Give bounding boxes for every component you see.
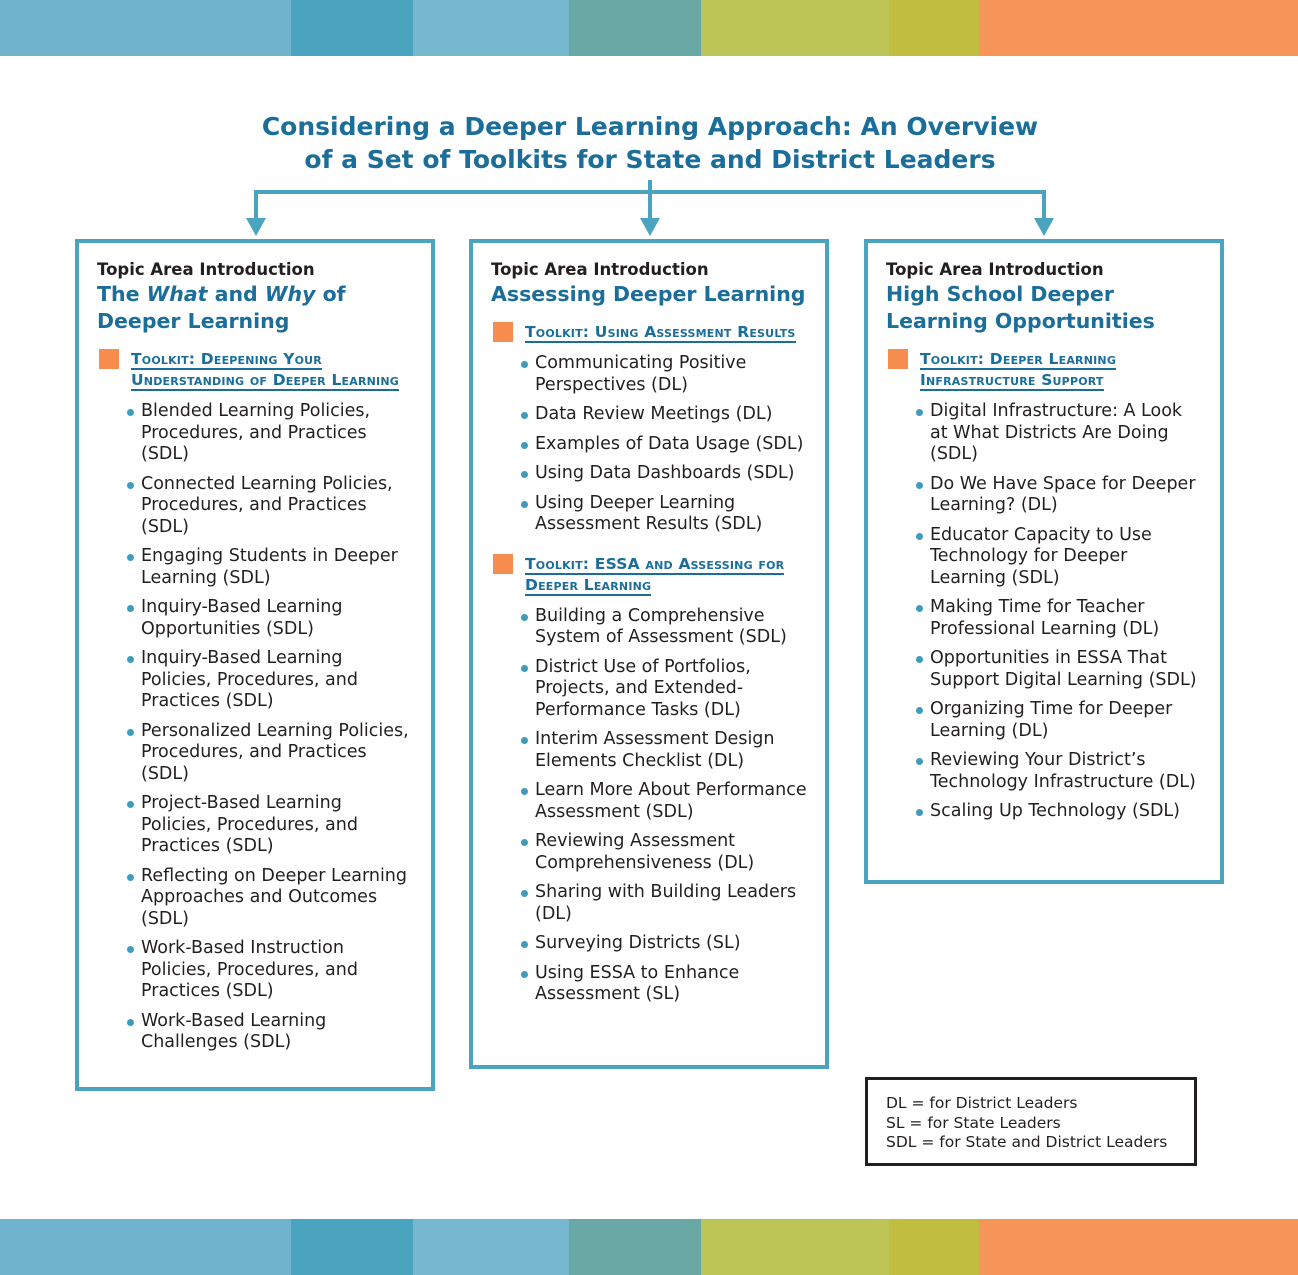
list-item: Surveying Districts (SL): [519, 933, 809, 955]
topic-heading: High School Deeper Learning Opportunities: [886, 282, 1155, 333]
list-item: District Use of Portfolios, Projects, and Extended-Performance Tasks (DL): [519, 657, 809, 722]
legend-entry: SL = for State Leaders: [886, 1113, 1061, 1132]
legend-entry: SDL = for State and District Leaders: [886, 1133, 1168, 1151]
bullet-icon: [521, 971, 528, 978]
toolkit-marker-icon: [99, 349, 119, 369]
bullet-icon: [916, 605, 923, 612]
list-item: Blended Learning Policies, Procedures, and Practices (SDL): [125, 401, 415, 466]
toolkit-marker-icon: [493, 322, 513, 342]
list-item: Organizing Time for Deeper Learning (DL): [914, 699, 1204, 742]
bullet-icon: [127, 554, 134, 561]
list-item: Communicating Positive Perspectives (DL): [519, 353, 809, 396]
list-item: Digital Infrastructure: A Look at What Districts Are Doing (SDL): [914, 401, 1204, 466]
bullet-icon: [521, 890, 528, 897]
toolkit-title-line-2: Deeper Learning: [525, 575, 652, 594]
bullet-icon: [521, 471, 528, 478]
list-item: Opportunities in ESSA That Support Digital Learning (SDL): [914, 648, 1204, 691]
topic-box-assessing: [469, 239, 829, 1069]
list-item: Interim Assessment Design Elements Checklist (DL): [519, 729, 809, 772]
arrow-head-center: [640, 218, 660, 236]
bullet-icon: [127, 656, 134, 663]
toolkit-deepening-understanding: [97, 349, 415, 391]
topic-area-label: Topic Area Introduction: [886, 260, 1104, 279]
list-item: Making Time for Teacher Professional Learning (DL): [914, 597, 1204, 640]
arrow-head-left: [246, 218, 266, 236]
toolkit-title-line-1: Toolkit: Using Assessment Results: [525, 323, 796, 341]
legend-entry: DL = for District Leaders: [886, 1094, 1078, 1112]
toolkit-item-list: [519, 606, 809, 1006]
list-item: Scaling Up Technology (SDL): [914, 801, 1204, 823]
bullet-icon: [916, 707, 923, 714]
list-item: Do We Have Space for Deeper Learning? (DL): [914, 474, 1204, 517]
toolkit-item-list: [519, 353, 809, 536]
list-item: Reviewing Your District’s Technology Infrastructure (DL): [914, 750, 1204, 793]
bullet-icon: [521, 412, 528, 419]
list-item: Sharing with Building Leaders (DL): [519, 882, 809, 925]
bullet-icon: [916, 482, 923, 489]
list-item: Reflecting on Deeper Learning Approaches and Outcomes (SDL): [125, 866, 415, 931]
bullet-icon: [916, 409, 923, 416]
toolkit-title-line-1: Toolkit: Deeper Learning: [920, 350, 1117, 368]
list-item: Using Deeper Learning Assessment Results (SDL): [519, 493, 809, 536]
toolkit-title-line-1: Toolkit: ESSA and Assessing for: [525, 554, 785, 573]
toolkit-marker-icon: [888, 349, 908, 369]
bullet-icon: [521, 361, 528, 368]
bullet-icon: [521, 614, 528, 621]
title-line-2: of a Set of Toolkits for State and District Leaders: [304, 145, 996, 174]
topic-area-label: Topic Area Introduction: [97, 260, 315, 279]
bullet-icon: [127, 874, 134, 881]
bullet-icon: [127, 1019, 134, 1026]
bullet-icon: [127, 605, 134, 612]
list-item: Building a Comprehensive System of Assessment (SDL): [519, 606, 809, 649]
toolkit-title-line-2: Understanding of Deeper Learning: [131, 371, 399, 389]
topic-box-high-school: [864, 239, 1224, 884]
topic-area-label: Topic Area Introduction: [491, 260, 709, 279]
list-item: Work-Based Learning Challenges (SDL): [125, 1011, 415, 1054]
toolkit-essa-assessing: [491, 554, 809, 596]
list-item: Project-Based Learning Policies, Procedures, and Practices (SDL): [125, 793, 415, 858]
topic-heading: The What and Why of Deeper Learning: [97, 282, 346, 333]
arrow-head-right: [1034, 218, 1054, 236]
bullet-icon: [521, 788, 528, 795]
bottom-color-stripe: [0, 1219, 1298, 1275]
bullet-icon: [521, 839, 528, 846]
connector-arrows: [0, 0, 1298, 240]
bullet-icon: [127, 482, 134, 489]
list-item: Learn More About Performance Assessment (SDL): [519, 780, 809, 823]
bullet-icon: [127, 409, 134, 416]
bullet-icon: [521, 501, 528, 508]
toolkit-marker-icon: [493, 554, 513, 574]
list-item: Using Data Dashboards (SDL): [519, 463, 809, 485]
list-item: Data Review Meetings (DL): [519, 404, 809, 426]
list-item: Inquiry-Based Learning Opportunities (SDL): [125, 597, 415, 640]
list-item: Using ESSA to Enhance Assessment (SL): [519, 963, 809, 1006]
list-item: Connected Learning Policies, Procedures, and Practices (SDL): [125, 474, 415, 539]
toolkit-item-list: [125, 401, 415, 1054]
list-item: Examples of Data Usage (SDL): [519, 434, 809, 456]
list-item: Reviewing Assessment Comprehensiveness (DL): [519, 831, 809, 874]
title-line-1: Considering a Deeper Learning Approach: An Overview: [261, 112, 1039, 141]
bullet-icon: [127, 801, 134, 808]
list-item: Personalized Learning Policies, Procedures, and Practices (SDL): [125, 721, 415, 786]
bullet-icon: [916, 656, 923, 663]
list-item: Inquiry-Based Learning Policies, Procedures, and Practices (SDL): [125, 648, 415, 713]
list-item: Work-Based Instruction Policies, Procedures, and Practices (SDL): [125, 938, 415, 1003]
list-item: Educator Capacity to Use Technology for Deeper Learning (SDL): [914, 525, 1204, 590]
bullet-icon: [916, 809, 923, 816]
bullet-icon: [127, 729, 134, 736]
topic-heading: Assessing Deeper Learning: [491, 282, 806, 306]
toolkit-using-assessment-results: [491, 322, 809, 343]
bullet-icon: [916, 533, 923, 540]
toolkit-title-line-2: Infrastructure Support: [920, 371, 1104, 389]
toolkit-item-list: [914, 401, 1204, 823]
topic-box-what-why: [75, 239, 435, 1091]
list-item: Engaging Students in Deeper Learning (SDL): [125, 546, 415, 589]
toolkit-infrastructure-support: [886, 349, 1204, 391]
abbreviation-legend: [865, 1077, 1197, 1166]
bullet-icon: [521, 941, 528, 948]
bullet-icon: [916, 758, 923, 765]
bullet-icon: [521, 737, 528, 744]
bullet-icon: [127, 946, 134, 953]
bullet-icon: [521, 665, 528, 672]
toolkit-title-line-1: Toolkit: Deepening Your: [131, 350, 322, 368]
bullet-icon: [521, 442, 528, 449]
